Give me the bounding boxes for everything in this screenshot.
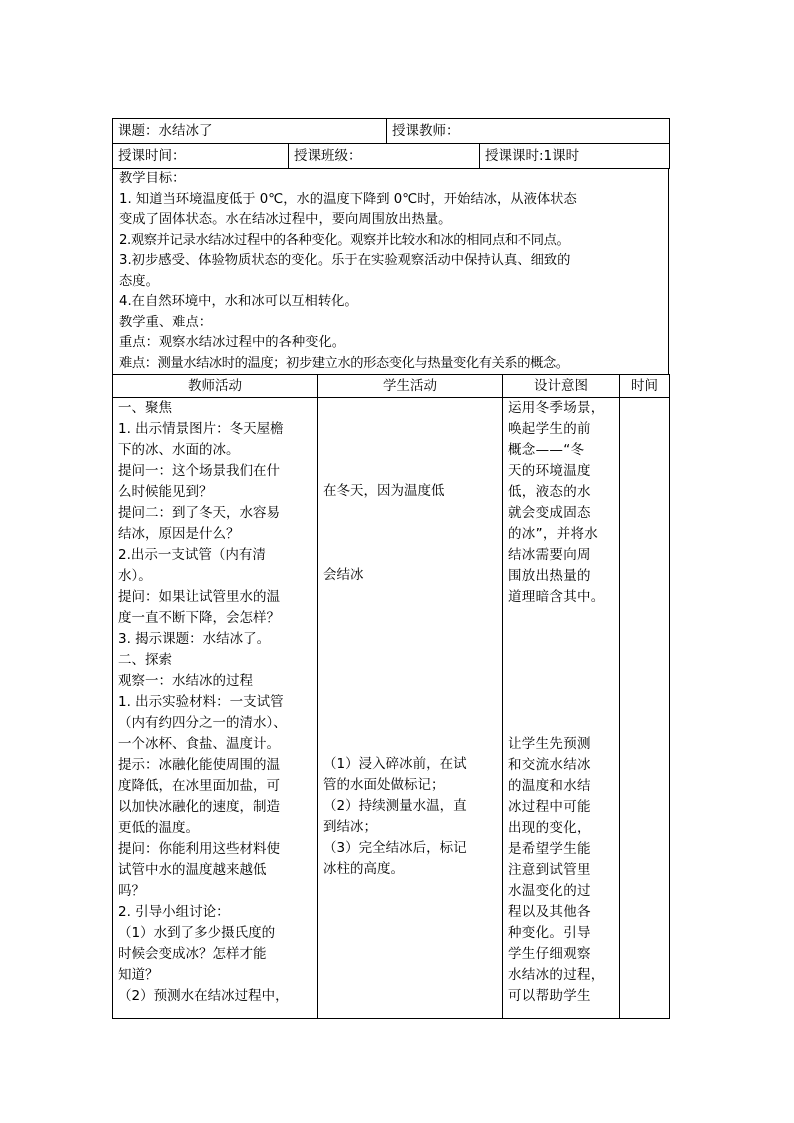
teacher-activity-line: 以加快冰融化的速度，制造 — [118, 799, 280, 815]
teacher-activity-cell — [113, 398, 318, 1019]
goal-2: 2.观察并记录水结冰过程中的各种变化。观察并比较水和冰的相同点和不同点。 — [119, 232, 570, 248]
student-answer-2: 会结冰 — [323, 567, 364, 583]
design-intent-line: 运用冬季场景， — [508, 400, 605, 416]
student-step-3-line-1: （3）完全结冰后，标记 — [323, 840, 467, 856]
student-step-1-line-2: 管的水面处做标记； — [323, 777, 445, 793]
teacher-activity-line: 观察一：水结冰的过程 — [118, 673, 253, 689]
design-intent-line: 结冰需要向周 — [508, 547, 591, 563]
design-intent-line: 低，液态的水 — [508, 484, 591, 500]
topic-cell: 课题：水结冰了 — [113, 119, 387, 144]
teacher-activity-line: 一、聚焦 — [118, 400, 172, 416]
design-intent-line: 注意到试管里 — [508, 862, 591, 878]
teacher-activity-line: （1）水到了多少摄氏度的 — [118, 925, 276, 941]
teacher-activity-line: 提示：冰融化能使周围的温 — [118, 757, 280, 773]
teacher-activity-line: 么时候能见到？ — [118, 484, 213, 500]
student-step-2-line-2: 到结冰； — [323, 819, 377, 835]
teacher-activity-line: 提问：如果让试管里水的温 — [118, 589, 280, 605]
teacher-activity-line: 1. 出示实验材料：一支试管 — [118, 694, 284, 710]
goal-1-line-1: 1. 知道当环境温度低于 0℃，水的温度下降到 0℃时，开始结冰，从液体状态 — [119, 191, 577, 207]
design-intent-line: 让学生先预测 — [508, 736, 591, 752]
design-intent-cell — [503, 398, 620, 1019]
time-column-cell — [620, 398, 670, 1019]
design-intent-line: 唤起学生的前 — [508, 421, 591, 437]
teacher-activity-line: 吗？ — [118, 883, 145, 899]
goals-heading: 教学目标： — [119, 171, 186, 186]
design-intent-line: 可以帮助学生 — [508, 988, 591, 1004]
header-table — [112, 118, 670, 144]
hours-cell: 授课课时:1课时 — [480, 144, 670, 169]
teacher-activity-line: 二、探索 — [118, 652, 172, 668]
design-intent-line: 的温度和水结 — [508, 778, 591, 794]
col-student-header: 学生活动 — [318, 375, 503, 398]
goals-cell — [113, 169, 669, 375]
teacher-activity-line: 1. 出示情景图片：冬天屋檐 — [118, 421, 284, 437]
teacher-activity-line: 3. 揭示课题：水结冰了。 — [118, 631, 271, 647]
goal-4: 4.在自然环境中，水和冰可以互相转化。 — [119, 294, 358, 309]
goals-table — [112, 168, 669, 375]
student-activity-cell — [318, 398, 503, 1019]
teacher-activity-line: 试管中水的温度越来越低 — [118, 862, 267, 878]
design-intent-line: 学生仔细观察 — [508, 946, 591, 962]
key-heading: 教学重、难点： — [119, 314, 213, 330]
teacher-activity-line: 提问一：这个场景我们在什 — [118, 463, 280, 479]
design-intent-line: 程以及其他各 — [508, 904, 591, 920]
teacher-activity-line: 结冰，原因是什么？ — [118, 526, 240, 542]
design-intent-line: 的冰”，并将水 — [508, 526, 599, 542]
key-point: 重点：观察水结冰过程中的各种变化。 — [119, 335, 346, 350]
teacher-activity-line: 度一直不断下降，会怎样？ — [118, 610, 280, 626]
teacher-activity-line: 更低的温度。 — [118, 820, 199, 836]
teacher-cell: 授课教师： — [387, 119, 670, 144]
teacher-activity-line: 度降低，在冰里面加盐，可 — [118, 778, 280, 794]
design-intent-line: 天的环境温度 — [508, 463, 591, 479]
teacher-activity-line: 水）。 — [118, 568, 152, 584]
design-intent-line: 种变化。引导 — [508, 925, 591, 941]
teacher-activity-line: 提问二：到了冬天，水容易 — [118, 505, 280, 521]
student-answer-1: 在冬天，因为温度低 — [323, 483, 445, 499]
time-cell: 授课时间： — [113, 144, 289, 169]
goal-1-line-2: 变成了固体状态。水在结冰过程中，要向周围放出热量。 — [119, 212, 452, 227]
design-intent-line: 水温变化的过 — [508, 883, 591, 899]
teacher-activity-line: （内有约四分之一的清水）、 — [118, 715, 287, 731]
design-intent-line: 就会变成固态 — [508, 505, 591, 521]
col-teacher-header: 教师活动 — [113, 375, 318, 398]
teacher-activity-line: 时候会变成冰？怎样才能 — [118, 946, 267, 962]
design-intent-line: 出现的变化， — [508, 820, 591, 836]
info-table — [112, 143, 670, 169]
design-intent-line: 是希望学生能 — [508, 841, 591, 857]
teacher-activity-line: 知道？ — [118, 967, 159, 983]
lesson-plan-page — [112, 118, 669, 1019]
difficult-point: 难点：测量水结冰时的温度；初步建立水的形态变化与热量变化有关系的概念。 — [119, 355, 569, 371]
teacher-activity-line: 下的冰、水面的冰。 — [118, 442, 240, 458]
goal-3-line-1: 3.初步感受、体验物质状态的变化。乐于在实验观察活动中保持认真、细致的 — [119, 253, 571, 268]
teacher-activity-line: 2. 引导小组讨论： — [118, 904, 230, 920]
col-intent-header: 设计意图 — [503, 375, 620, 398]
design-intent-line: 水结冰的过程， — [508, 967, 605, 983]
design-intent-line: 和交流水结冰 — [508, 757, 591, 773]
teacher-activity-line: 一个冰杯、食盐、温度计。 — [118, 736, 280, 752]
student-step-2-line-1: （2）持续测量水温，直 — [323, 798, 467, 814]
design-intent-line: 冰过程中可能 — [508, 799, 591, 815]
design-intent-line: 道理暗含其中。 — [508, 589, 605, 605]
col-time-header: 时间 — [620, 375, 670, 398]
activity-table — [112, 374, 670, 1019]
design-intent-line: 围放出热量的 — [508, 568, 591, 584]
teacher-activity-line: （2）预测水在结冰过程中， — [118, 988, 289, 1004]
student-step-1-line-1: （1）浸入碎冰前，在试 — [323, 756, 467, 772]
student-step-3-line-2: 冰柱的高度。 — [323, 861, 404, 877]
teacher-activity-line: 2.出示一支试管（内有清 — [118, 547, 266, 563]
goal-3-line-2: 态度。 — [119, 273, 159, 289]
class-cell: 授课班级： — [289, 144, 480, 169]
design-intent-line: 概念——“冬 — [508, 442, 585, 458]
teacher-activity-line: 提问：你能利用这些材料使 — [118, 841, 280, 857]
